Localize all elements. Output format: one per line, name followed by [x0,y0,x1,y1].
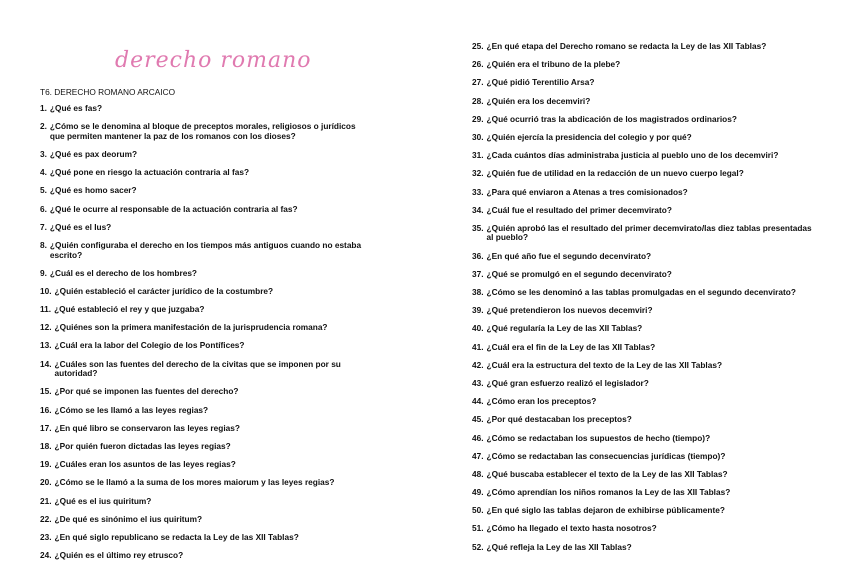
question-number: 21. [40,495,52,506]
question-number: 44. [472,396,484,407]
question-item [40,269,370,279]
question-number: 9. [40,267,47,278]
question-item [472,397,812,407]
question-number: 13. [40,340,52,351]
question-number: 18. [40,440,52,451]
question-text: ¿Cómo se les llamó a las leyes regias? [54,404,209,415]
question-text: ¿Qué gran esfuerzo realizó el legislador? [486,377,649,388]
question-number: 51. [472,523,484,534]
question-item [40,442,370,452]
question-text: ¿En qué siglo republicano se redacta la Ley de las XII Tablas? [54,531,299,542]
question-item [472,379,812,389]
question-text: ¿Quién era el tribuno de la plebe? [486,59,621,70]
question-item [472,415,812,425]
question-item [472,506,812,516]
question-number: 26. [472,59,484,70]
question-item [40,205,370,215]
question-item [472,169,812,179]
question-text: ¿Cuáles son las fuentes del derecho de la civitas que se imponen por su autoridad? [54,358,341,379]
question-item [40,223,370,233]
question-number: 52. [472,541,484,552]
question-text: ¿Por quién fueron dictadas las leyes regias? [54,440,231,451]
question-number: 35. [472,222,484,233]
question-number: 7. [40,221,47,232]
question-text: ¿En qué año fue el segundo decenvirato? [486,250,652,261]
question-number: 41. [472,341,484,352]
question-text: ¿Quién era los decemviri? [486,95,591,106]
question-number: 40. [472,323,484,334]
question-item [40,323,370,333]
question-number: 15. [40,386,52,397]
question-item [472,434,812,444]
question-number: 28. [472,95,484,106]
question-list-right [472,42,812,561]
question-item [472,188,812,198]
question-number: 10. [40,285,52,296]
question-item [472,524,812,534]
question-item [472,452,812,462]
question-text: ¿De qué es sinónimo el ius quiritum? [54,513,203,524]
question-item [40,551,370,561]
question-text: ¿Qué es fas? [49,103,103,113]
question-text: ¿Cada cuántos días administraba justicia al pueblo uno de los decemviri? [486,150,779,161]
question-item [472,470,812,480]
question-number: 11. [40,304,52,315]
question-text: ¿Qué ocurrió tras la abdicación de los magistrados ordinarios? [486,113,737,124]
question-number: 12. [40,322,52,333]
question-number: 49. [472,487,484,498]
question-item [40,186,370,196]
question-item [472,288,812,298]
question-text: ¿Qué refleja la Ley de las XII Tablas? [486,541,632,552]
question-text: ¿Por qué se imponen las fuentes del derecho? [54,386,239,397]
question-item [472,306,812,316]
question-item [472,488,812,498]
question-item [472,324,812,334]
question-text: ¿Qué le ocurre al responsable de la actuación contraria al fas? [49,203,298,214]
question-item [40,360,370,379]
question-item [472,60,812,70]
question-item [40,341,370,351]
question-number: 43. [472,377,484,388]
question-item [40,168,370,178]
question-text: ¿En qué siglo las tablas dejaron de exhibirse públicamente? [486,505,725,516]
question-text: ¿Cómo se redactaban las consecuencias jurídicas (tiempo)? [486,450,726,461]
question-number: 24. [40,550,52,561]
question-item [472,151,812,161]
question-number: 5. [40,185,47,196]
question-number: 17. [40,422,52,433]
question-item [40,424,370,434]
question-text: ¿Para qué enviaron a Atenas a tres comisionados? [486,186,688,197]
question-item [472,133,812,143]
question-number: 14. [40,358,52,369]
question-number: 23. [40,531,52,542]
question-item [472,97,812,107]
question-text: ¿Quién estableció el carácter jurídico de la costumbre? [54,285,274,296]
question-item [472,361,812,371]
question-number: 37. [472,268,484,279]
question-item [472,78,812,88]
question-item [40,515,370,525]
question-list-left [40,104,370,569]
question-number: 36. [472,250,484,261]
question-text: ¿Cómo se les denominó a las tablas promulgadas en el segundo decenvirato? [486,287,796,298]
question-text: ¿Qué es el ius quiritum? [54,495,152,506]
question-text: ¿Quiénes son la primera manifestación de la jurisprudencia romana? [54,322,328,333]
question-number: 16. [40,404,52,415]
question-text: ¿Qué pidió Terentilio Arsa? [486,77,595,88]
question-text: ¿Quién fue de utilidad en la redacción de un nuevo cuerpo legal? [486,168,744,179]
question-text: ¿Qué pretendieron los nuevos decemviri? [486,305,653,316]
question-text: ¿Cómo eran los preceptos? [486,396,597,407]
question-item [472,543,812,553]
question-text: ¿Qué se promulgó en el segundo decenvirato? [486,268,672,279]
question-number: 39. [472,305,484,316]
question-text: ¿Cómo se le denomina al bloque de preceptos morales, religiosos o jurídicos que permiten mantener la paz de los romanos con los dioses? [49,121,356,141]
question-item [472,252,812,262]
question-item [472,343,812,353]
question-item [472,270,812,280]
question-number: 31. [472,150,484,161]
question-number: 2. [40,121,47,132]
question-number: 8. [40,239,47,250]
question-text: ¿Cómo se le llamó a la suma de los mores maiorum y las leyes regias? [54,477,335,488]
question-number: 45. [472,414,484,425]
question-number: 32. [472,168,484,179]
question-number: 20. [40,477,52,488]
question-text: ¿Cuáles eran los asuntos de las leyes regias? [54,459,236,470]
question-number: 48. [472,468,484,479]
question-text: ¿Qué es homo sacer? [49,185,137,196]
question-text: ¿Por qué destacaban los preceptos? [486,414,632,425]
question-item [40,497,370,507]
question-item [472,224,812,243]
question-text: ¿Cómo se redactaban los supuestos de hecho (tiempo)? [486,432,711,443]
question-text: ¿Qué regularía la Ley de las XII Tablas? [486,323,643,334]
question-text: ¿Qué es el Ius? [49,221,112,232]
question-item [472,206,812,216]
question-text: ¿Qué es pax deorum? [49,148,138,159]
question-item [40,406,370,416]
question-text: ¿Cuál era la estructura del texto de la Ley de las XII Tablas? [486,359,723,370]
question-number: 4. [40,167,47,178]
question-number: 30. [472,131,484,142]
question-text: ¿Cuál es el derecho de los hombres? [49,267,198,278]
question-number: 3. [40,148,47,159]
question-text: ¿Qué buscaba establecer el texto de la Ley de las XII Tablas? [486,468,728,479]
question-text: ¿Cuál era el fin de la Ley de las XII Tablas? [486,341,656,352]
question-text: ¿Cuál fue el resultado del primer decemvirato? [486,204,672,215]
question-item [40,478,370,488]
question-text: ¿Cuál era la labor del Colegio de los Pontífices? [54,340,245,351]
question-number: 46. [472,432,484,443]
question-number: 6. [40,203,47,214]
question-text: ¿Quién configuraba el derecho en los tiempos más antiguos cuando no estaba escrito? [49,239,362,260]
question-text: ¿En qué libro se conservaron las leyes regias? [54,422,240,433]
question-text: ¿Quién es el último rey etrusco? [54,550,184,561]
question-text: ¿Quién ejercía la presidencia del colegio y por qué? [486,131,692,142]
question-text: ¿Cómo ha llegado el texto hasta nosotros? [486,523,657,534]
question-item [40,122,370,141]
question-item [472,42,812,52]
question-text: ¿Qué pone en riesgo la actuación contraria al fas? [49,167,250,178]
question-item [40,387,370,397]
question-item [40,150,370,160]
question-number: 27. [472,77,484,88]
question-number: 25. [472,41,484,51]
question-item [472,115,812,125]
question-number: 22. [40,513,52,524]
question-text: ¿Qué estableció el rey y que juzgaba? [54,304,205,315]
question-text: ¿En qué etapa del Derecho romano se redacta la Ley de las XII Tablas? [486,41,767,51]
question-item [40,533,370,543]
question-number: 29. [472,113,484,124]
question-number: 34. [472,204,484,215]
question-number: 19. [40,459,52,470]
question-number: 47. [472,450,484,461]
question-item [40,460,370,470]
question-number: 50. [472,505,484,516]
question-number: 42. [472,359,484,370]
question-item [40,104,370,114]
question-text: ¿Quién aprobó las el resultado del primer decemvirato/las diez tablas presentadas al pueblo? [486,222,812,243]
question-text: ¿Cómo aprendían los niños romanos la Ley de las XII Tablas? [486,487,731,498]
handwritten-title: derecho romano [115,48,312,73]
question-number: 33. [472,186,484,197]
section-subtitle: T6. DERECHO ROMANO ARCAICO [40,87,176,97]
question-item [40,287,370,297]
question-item [40,241,370,260]
question-item [40,305,370,315]
question-number: 38. [472,287,484,298]
question-number: 1. [40,103,47,113]
